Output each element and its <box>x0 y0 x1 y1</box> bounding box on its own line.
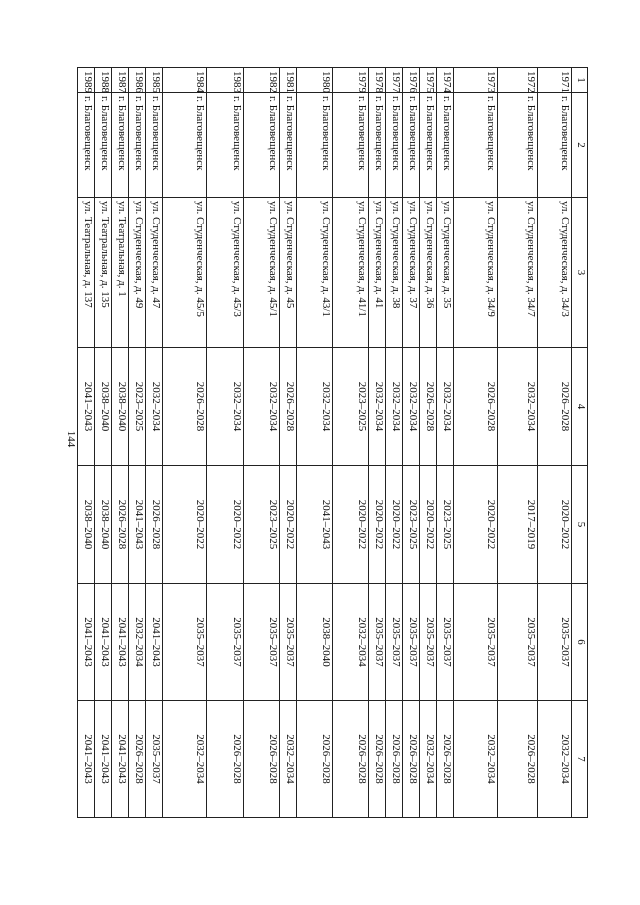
period-col7-cell: 2041–2043 <box>78 701 95 818</box>
table-row <box>498 68 538 818</box>
col-header-7: 7 <box>572 701 588 818</box>
table-row <box>369 68 386 818</box>
city-cell: г. Благовещенск <box>163 93 207 198</box>
city-cell: г. Благовещенск <box>420 93 437 198</box>
period-col5-cell: 2020–2022 <box>386 466 403 584</box>
address-cell: ул. Студенческая, д. 45 <box>280 198 297 348</box>
address-cell: ул. Студенческая, д. 45/3 <box>207 198 244 348</box>
period-col4-cell: 2032–2034 <box>403 348 420 466</box>
row-number: 1975 <box>420 68 437 93</box>
period-col5-cell: 2023–2025 <box>403 466 420 584</box>
table-row <box>437 68 454 818</box>
address-cell: ул. Студенческая, д. 34/9 <box>454 198 498 348</box>
period-col7-cell: 2026–2028 <box>297 701 333 818</box>
period-col4-cell: 2038–2040 <box>112 348 129 466</box>
address-cell: ул. Театральная, д. 137 <box>78 198 95 348</box>
table-row <box>95 68 112 818</box>
period-col4-cell: 2032–2034 <box>498 348 538 466</box>
address-cell: ул. Студенческая, д. 38 <box>386 198 403 348</box>
period-col4-cell: 2038–2040 <box>95 348 112 466</box>
period-col7-cell: 2032–2034 <box>454 701 498 818</box>
period-col7-cell: 2032–2034 <box>420 701 437 818</box>
row-number: 1988 <box>95 68 112 93</box>
city-cell: г. Благовещенск <box>207 93 244 198</box>
city-cell: г. Благовещенск <box>244 93 280 198</box>
row-number: 1976 <box>403 68 420 93</box>
rotated-table-frame <box>82 67 588 817</box>
period-col6-cell: 2035–2037 <box>538 584 572 701</box>
period-col6-cell: 2032–2034 <box>129 584 146 701</box>
period-col4-cell: 2026–2028 <box>420 348 437 466</box>
address-cell: ул. Студенческая, д. 36 <box>420 198 437 348</box>
city-cell: г. Благовещенск <box>129 93 146 198</box>
col-header-5: 5 <box>572 466 588 584</box>
period-col7-cell: 2032–2034 <box>163 701 207 818</box>
period-col5-cell: 2026–2028 <box>146 466 163 584</box>
row-number: 1983 <box>207 68 244 93</box>
period-col5-cell: 2023–2025 <box>437 466 454 584</box>
period-col4-cell: 2032–2034 <box>207 348 244 466</box>
row-number: 1985 <box>146 68 163 93</box>
address-cell: ул. Студенческая, д. 49 <box>129 198 146 348</box>
city-cell: г. Благовещенск <box>538 93 572 198</box>
city-cell: г. Благовещенск <box>297 93 333 198</box>
period-col6-cell: 2041–2043 <box>112 584 129 701</box>
address-cell: ул. Студенческая, д. 45/1 <box>244 198 280 348</box>
period-col4-cell: 2026–2028 <box>538 348 572 466</box>
period-col5-cell: 2023–2025 <box>244 466 280 584</box>
address-cell: ул. Студенческая, д. 37 <box>403 198 420 348</box>
row-number: 1977 <box>386 68 403 93</box>
period-col5-cell: 2020–2022 <box>454 466 498 584</box>
table-row <box>207 68 244 818</box>
row-number: 1981 <box>280 68 297 93</box>
period-col5-cell: 2038–2040 <box>95 466 112 584</box>
period-col5-cell: 2017–2019 <box>498 466 538 584</box>
period-col6-cell: 2035–2037 <box>403 584 420 701</box>
city-cell: г. Благовещенск <box>369 93 386 198</box>
period-col4-cell: 2032–2034 <box>244 348 280 466</box>
col-header-1: 1 <box>572 68 588 93</box>
address-cell: ул. Студенческая, д. 43/1 <box>297 198 333 348</box>
period-col7-cell: 2041–2043 <box>95 701 112 818</box>
table-row <box>420 68 437 818</box>
address-cell: ул. Студенческая, д. 47 <box>146 198 163 348</box>
period-col7-cell: 2032–2034 <box>280 701 297 818</box>
period-col4-cell: 2023–2025 <box>129 348 146 466</box>
period-col5-cell: 2041–2043 <box>297 466 333 584</box>
period-col7-cell: 2041–2043 <box>112 701 129 818</box>
city-cell: г. Благовещенск <box>437 93 454 198</box>
period-col5-cell: 2038–2040 <box>78 466 95 584</box>
period-col6-cell: 2035–2037 <box>498 584 538 701</box>
period-col7-cell: 2032–2034 <box>538 701 572 818</box>
city-cell: г. Благовещенск <box>386 93 403 198</box>
page-number: 144 <box>65 430 77 448</box>
period-col6-cell: 2038–2040 <box>297 584 333 701</box>
period-col7-cell: 2026–2028 <box>129 701 146 818</box>
period-col4-cell: 2032–2034 <box>437 348 454 466</box>
address-cell: ул. Студенческая, д. 41/1 <box>333 198 369 348</box>
period-col4-cell: 2026–2028 <box>163 348 207 466</box>
period-col5-cell: 2041–2043 <box>129 466 146 584</box>
period-col7-cell: 2026–2028 <box>333 701 369 818</box>
city-cell: г. Благовещенск <box>95 93 112 198</box>
period-col4-cell: 2032–2034 <box>386 348 403 466</box>
row-number: 1987 <box>112 68 129 93</box>
table-row <box>538 68 572 818</box>
table-row <box>333 68 369 818</box>
col-header-2: 2 <box>572 93 588 198</box>
period-col6-cell: 2035–2037 <box>420 584 437 701</box>
table-row <box>112 68 129 818</box>
period-col4-cell: 2026–2028 <box>280 348 297 466</box>
table-row <box>146 68 163 818</box>
row-number: 1989 <box>78 68 95 93</box>
table-row <box>454 68 498 818</box>
period-col6-cell: 2041–2043 <box>78 584 95 701</box>
table-row <box>163 68 207 818</box>
city-cell: г. Благовещенск <box>498 93 538 198</box>
city-cell: г. Благовещенск <box>146 93 163 198</box>
period-col4-cell: 2041–2043 <box>78 348 95 466</box>
table-row <box>280 68 297 818</box>
period-col7-cell: 2035–2037 <box>146 701 163 818</box>
period-col7-cell: 2026–2028 <box>244 701 280 818</box>
period-col7-cell: 2026–2028 <box>386 701 403 818</box>
table-row <box>129 68 146 818</box>
address-cell: ул. Театральная, д. 135 <box>95 198 112 348</box>
period-col6-cell: 2035–2037 <box>369 584 386 701</box>
data-table <box>77 67 588 818</box>
row-number: 1974 <box>437 68 454 93</box>
row-number: 1984 <box>163 68 207 93</box>
row-number: 1982 <box>244 68 280 93</box>
row-number: 1973 <box>454 68 498 93</box>
period-col7-cell: 2026–2028 <box>207 701 244 818</box>
period-col5-cell: 2026–2028 <box>112 466 129 584</box>
col-header-3: 3 <box>572 198 588 348</box>
table-row <box>297 68 333 818</box>
period-col5-cell: 2020–2022 <box>333 466 369 584</box>
city-cell: г. Благовещенск <box>454 93 498 198</box>
row-number: 1972 <box>498 68 538 93</box>
period-col7-cell: 2026–2028 <box>498 701 538 818</box>
table-row <box>386 68 403 818</box>
period-col6-cell: 2035–2037 <box>244 584 280 701</box>
row-number: 1986 <box>129 68 146 93</box>
period-col5-cell: 2020–2022 <box>420 466 437 584</box>
period-col5-cell: 2020–2022 <box>280 466 297 584</box>
period-col4-cell: 2026–2028 <box>454 348 498 466</box>
period-col4-cell: 2032–2034 <box>146 348 163 466</box>
row-number: 1980 <box>297 68 333 93</box>
address-cell: ул. Студенческая, д. 45/5 <box>163 198 207 348</box>
period-col6-cell: 2035–2037 <box>280 584 297 701</box>
period-col6-cell: 2035–2037 <box>386 584 403 701</box>
period-col5-cell: 2020–2022 <box>369 466 386 584</box>
period-col4-cell: 2032–2034 <box>297 348 333 466</box>
address-cell: ул. Студенческая, д. 41 <box>369 198 386 348</box>
city-cell: г. Благовещенск <box>333 93 369 198</box>
city-cell: г. Благовещенск <box>112 93 129 198</box>
period-col5-cell: 2020–2022 <box>163 466 207 584</box>
period-col5-cell: 2020–2022 <box>538 466 572 584</box>
col-header-4: 4 <box>572 348 588 466</box>
period-col4-cell: 2023–2025 <box>333 348 369 466</box>
address-cell: ул. Студенческая, д. 35 <box>437 198 454 348</box>
period-col6-cell: 2035–2037 <box>454 584 498 701</box>
period-col7-cell: 2026–2028 <box>437 701 454 818</box>
address-cell: ул. Студенческая, д. 34/7 <box>498 198 538 348</box>
period-col6-cell: 2041–2043 <box>95 584 112 701</box>
table-body <box>78 68 572 818</box>
period-col6-cell: 2035–2037 <box>163 584 207 701</box>
row-number: 1971 <box>538 68 572 93</box>
period-col6-cell: 2035–2037 <box>437 584 454 701</box>
period-col6-cell: 2041–2043 <box>146 584 163 701</box>
city-cell: г. Благовещенск <box>78 93 95 198</box>
city-cell: г. Благовещенск <box>403 93 420 198</box>
period-col4-cell: 2032–2034 <box>369 348 386 466</box>
period-col6-cell: 2032–2034 <box>333 584 369 701</box>
header-row <box>572 68 588 818</box>
row-number: 1978 <box>369 68 386 93</box>
period-col6-cell: 2035–2037 <box>207 584 244 701</box>
period-col7-cell: 2026–2028 <box>403 701 420 818</box>
row-number: 1979 <box>333 68 369 93</box>
period-col5-cell: 2020–2022 <box>207 466 244 584</box>
table-row <box>244 68 280 818</box>
table-row <box>78 68 95 818</box>
address-cell: ул. Студенческая, д. 34/3 <box>538 198 572 348</box>
table-row <box>403 68 420 818</box>
city-cell: г. Благовещенск <box>280 93 297 198</box>
address-cell: ул. Театральная, д. 1 <box>112 198 129 348</box>
col-header-6: 6 <box>572 584 588 701</box>
period-col7-cell: 2026–2028 <box>369 701 386 818</box>
